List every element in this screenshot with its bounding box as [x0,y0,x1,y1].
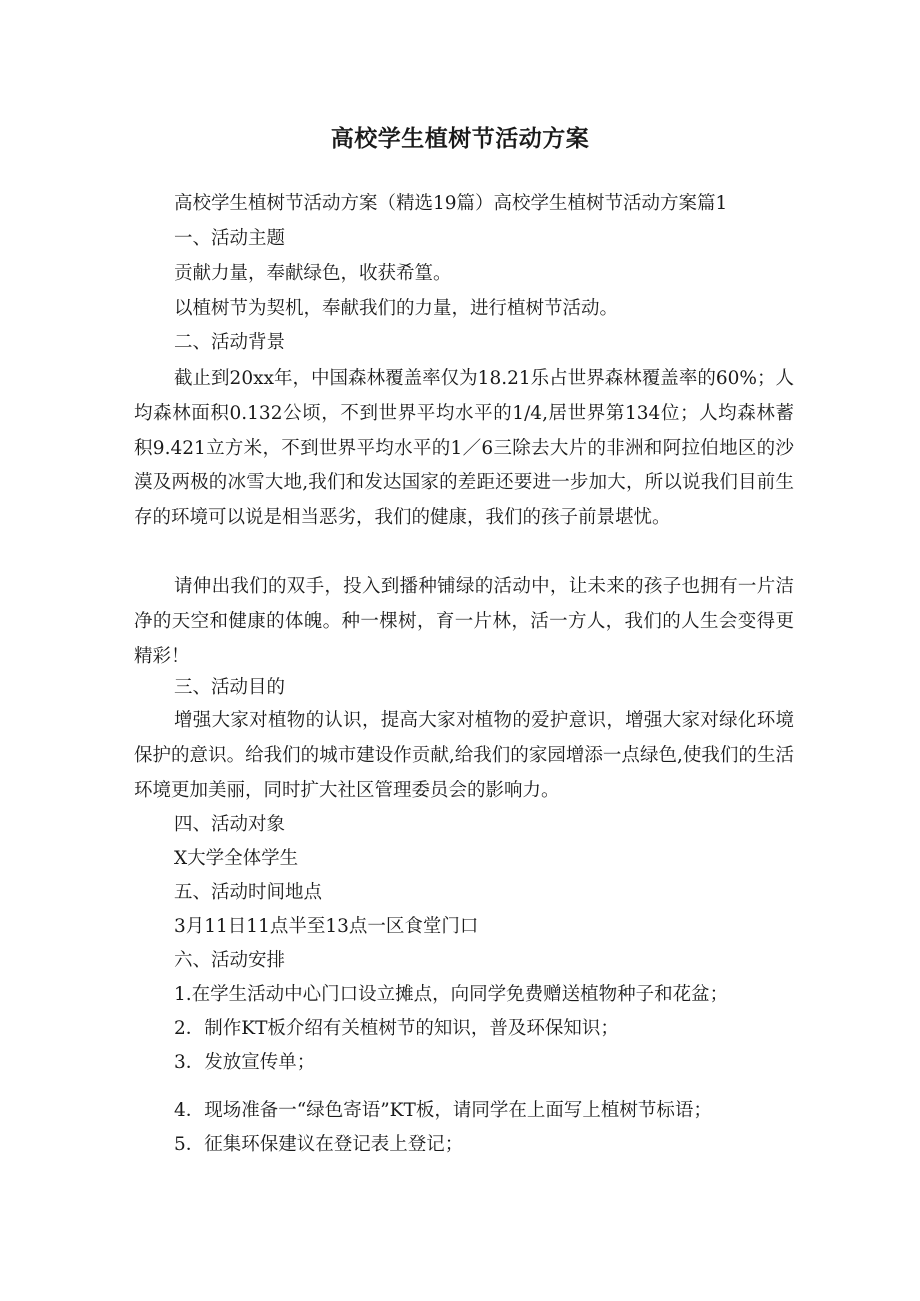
target-text: X大学全体学生 [174,848,299,869]
section-heading-time: 五、活动时间地点 [174,882,323,903]
arrange-item: 5．征集环保建议在登记表上登记； [174,1134,464,1155]
arrange-item: 3．发放宣传单； [174,1052,316,1073]
purpose-paragraph: 增强大家对植物的认识，提高大家对植物的爱护意识，增强大家对绿化环境保护的意识。给我们的城市建设作贡献,给我们的家园增添一点绿色,使我们的生活环境更加美丽，同时扩大社区管理委员会的影响力。 [134,710,794,801]
intro-line: 高校学生植树节活动方案（精选19篇）高校学生植树节活动方案篇1 [174,193,728,214]
arrange-item: 2．制作KT板介绍有关植树节的知识，普及环保知识； [174,1018,619,1039]
arrange-item: 4．现场准备一“绿色寄语”KT板，请同学在上面写上植树节标语； [174,1100,712,1121]
page-title: 高校学生植树节活动方案 [330,126,590,152]
section-heading-target: 四、活动对象 [174,814,286,835]
theme-line-2: 以植树节为契机，奉献我们的力量，进行植树节活动。 [174,298,619,319]
time-text: 3月11日11点半至13点一区食堂门口 [174,916,479,937]
theme-line-1: 贡献力量，奉献绿色，收获希篁。 [174,263,452,284]
section-heading-theme: 一、活动主题 [174,228,286,249]
background-paragraph-2: 请伸出我们的双手，投入到播种铺绿的活动中，让未来的孩子也拥有一片洁净的天空和健康的体魄。种一棵树，育一片林，活一方人，我们的人生会变得更精彩！ [134,576,794,667]
arrange-item: 1.在学生活动中心门口设立摊点，向同学免费赠送植物种子和花盆； [174,984,729,1005]
background-paragraph-1: 截止到20xx年，中国森林覆盖率仅为18.21乐占世界森林覆盖率的60%；人均森林面积0.132公顷，不到世界平均水平的1/4,居世界第134位；人均森林蓄积9.421立方米，不到世界平均水平的1／6三除去大片的非洲和阿拉伯地区的沙漠及两极的冰雪大地,我们和发达国家的差距还要进一步加大，所以说我们目前生存的环境可以说是相当恶劣，我们的健康，我们的孩子前景堪忧。 [134,368,794,529]
section-heading-purpose: 三、活动目的 [174,677,286,698]
section-heading-background: 二、活动背景 [174,332,286,353]
section-heading-arrange: 六、活动安排 [174,950,286,971]
